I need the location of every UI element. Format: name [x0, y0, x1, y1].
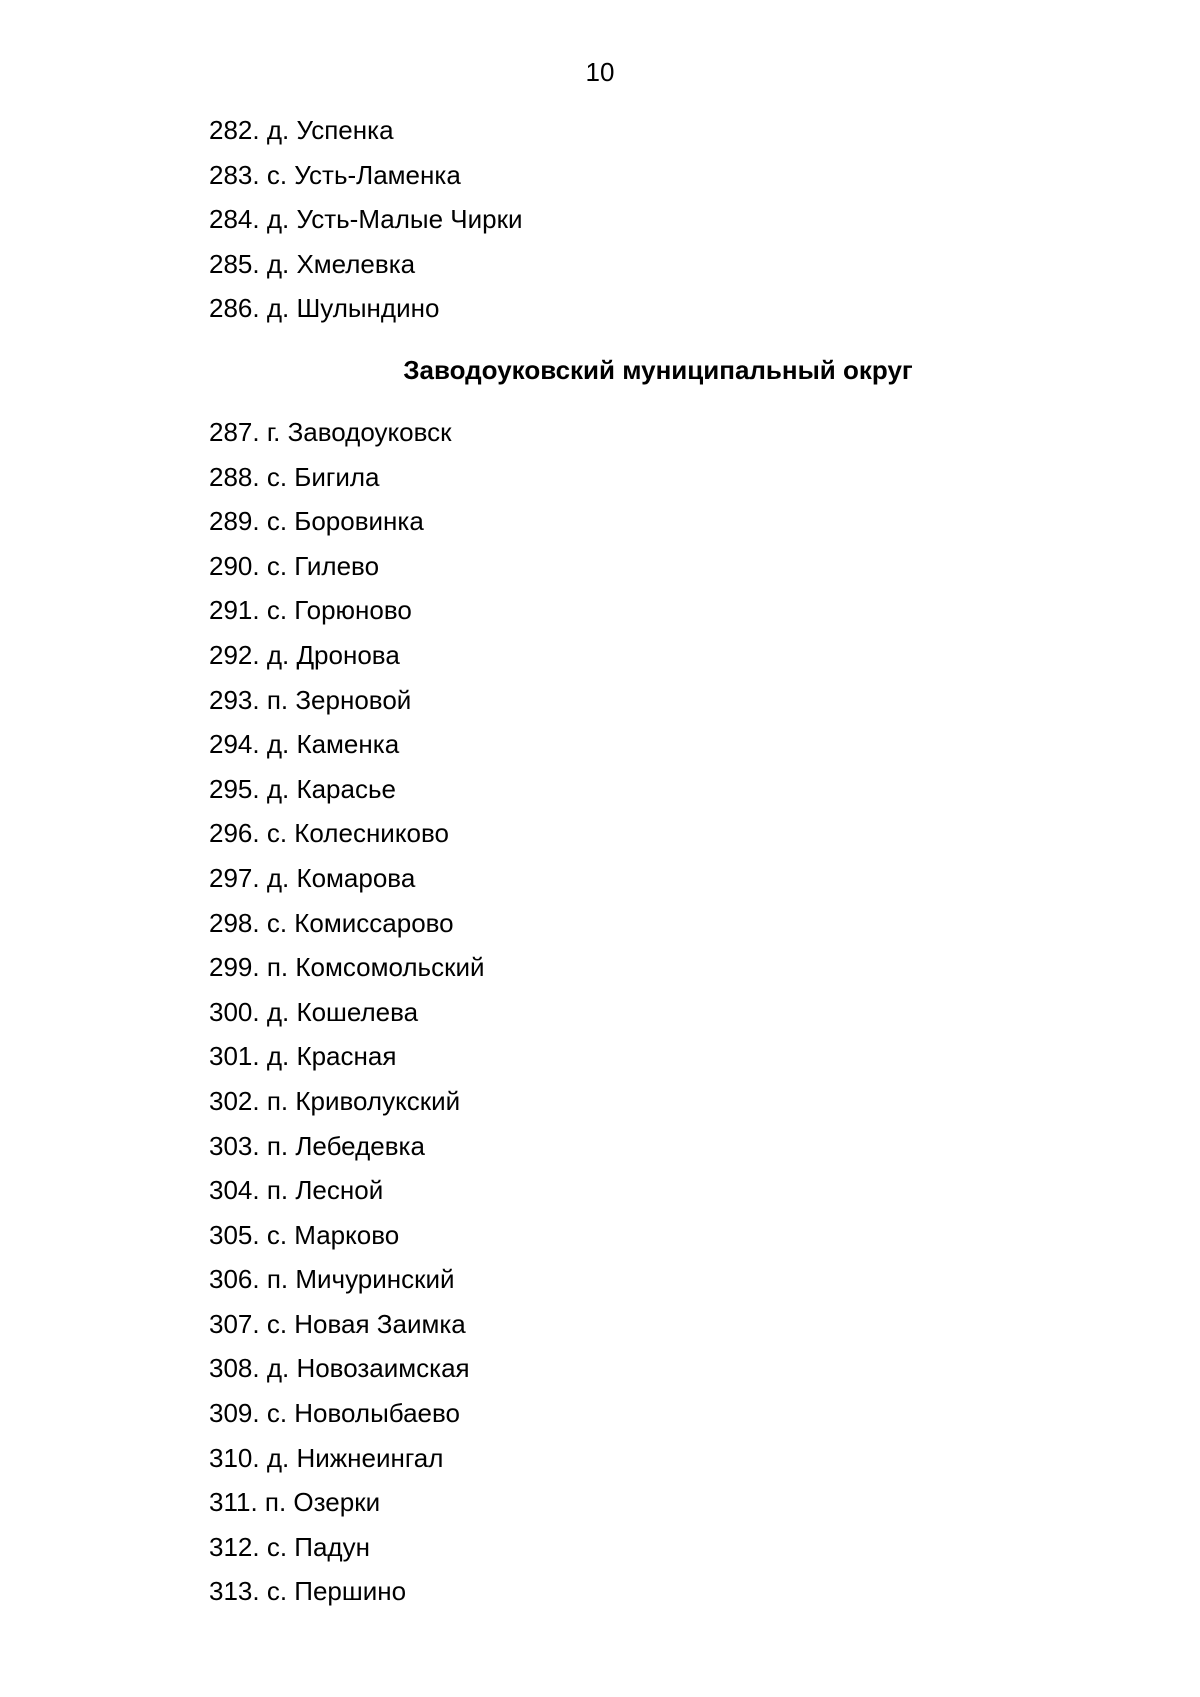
list-item: 310. д. Нижнеингал	[209, 1442, 444, 1473]
settlement-list-2	[209, 414, 485, 1618]
list-item: 286. д. Шулындино	[209, 293, 440, 324]
section-title: Заводоуковский муниципальный округ	[403, 355, 913, 385]
list-item: 312. с. Падун	[209, 1531, 370, 1562]
list-item: 290. с. Гилево	[209, 550, 380, 581]
list-item: 295. д. Карасье	[209, 773, 396, 804]
list-item: 313. с. Першино	[209, 1576, 407, 1607]
list-item: 288. с. Бигила	[209, 461, 380, 492]
list-item: 296. с. Колесниково	[209, 818, 449, 849]
list-item: 309. с. Новолыбаево	[209, 1398, 460, 1429]
list-item: 283. с. Усть-Ламенка	[209, 159, 461, 190]
list-item: 294. д. Каменка	[209, 729, 400, 760]
list-item: 311. п. Озерки	[209, 1487, 381, 1518]
list-item: 298. с. Комиссарово	[209, 907, 454, 938]
list-item: 289. с. Боровинка	[209, 506, 424, 537]
list-item: 305. с. Марково	[209, 1219, 400, 1250]
list-item: 287. г. Заводоуковск	[209, 417, 452, 447]
list-item: 306. п. Мичуринский	[209, 1264, 455, 1295]
list-item: 300. д. Кошелева	[209, 996, 419, 1027]
list-item: 292. д. Дронова	[209, 639, 400, 670]
list-item: 301. д. Красная	[209, 1041, 397, 1072]
list-item: 303. п. Лебедевка	[209, 1130, 425, 1161]
list-item: 308. д. Новозаимская	[209, 1353, 470, 1384]
list-item: 299. п. Комсомольский	[209, 952, 485, 983]
list-item: 302. п. Криволукский	[209, 1085, 461, 1116]
list-item: 307. с. Новая Заимка	[209, 1308, 466, 1339]
page-number: 10	[585, 57, 615, 87]
list-item: 284. д. Усть-Малые Чирки	[209, 204, 523, 235]
list-item: 291. с. Горюново	[209, 595, 412, 626]
settlement-list-1	[209, 112, 523, 335]
list-item: 282. д. Успенка	[209, 115, 394, 145]
list-item: 304. п. Лесной	[209, 1175, 384, 1206]
list-item: 297. д. Комарова	[209, 862, 416, 893]
list-item: 285. д. Хмелевка	[209, 248, 416, 279]
list-item: 293. п. Зерновой	[209, 684, 412, 715]
